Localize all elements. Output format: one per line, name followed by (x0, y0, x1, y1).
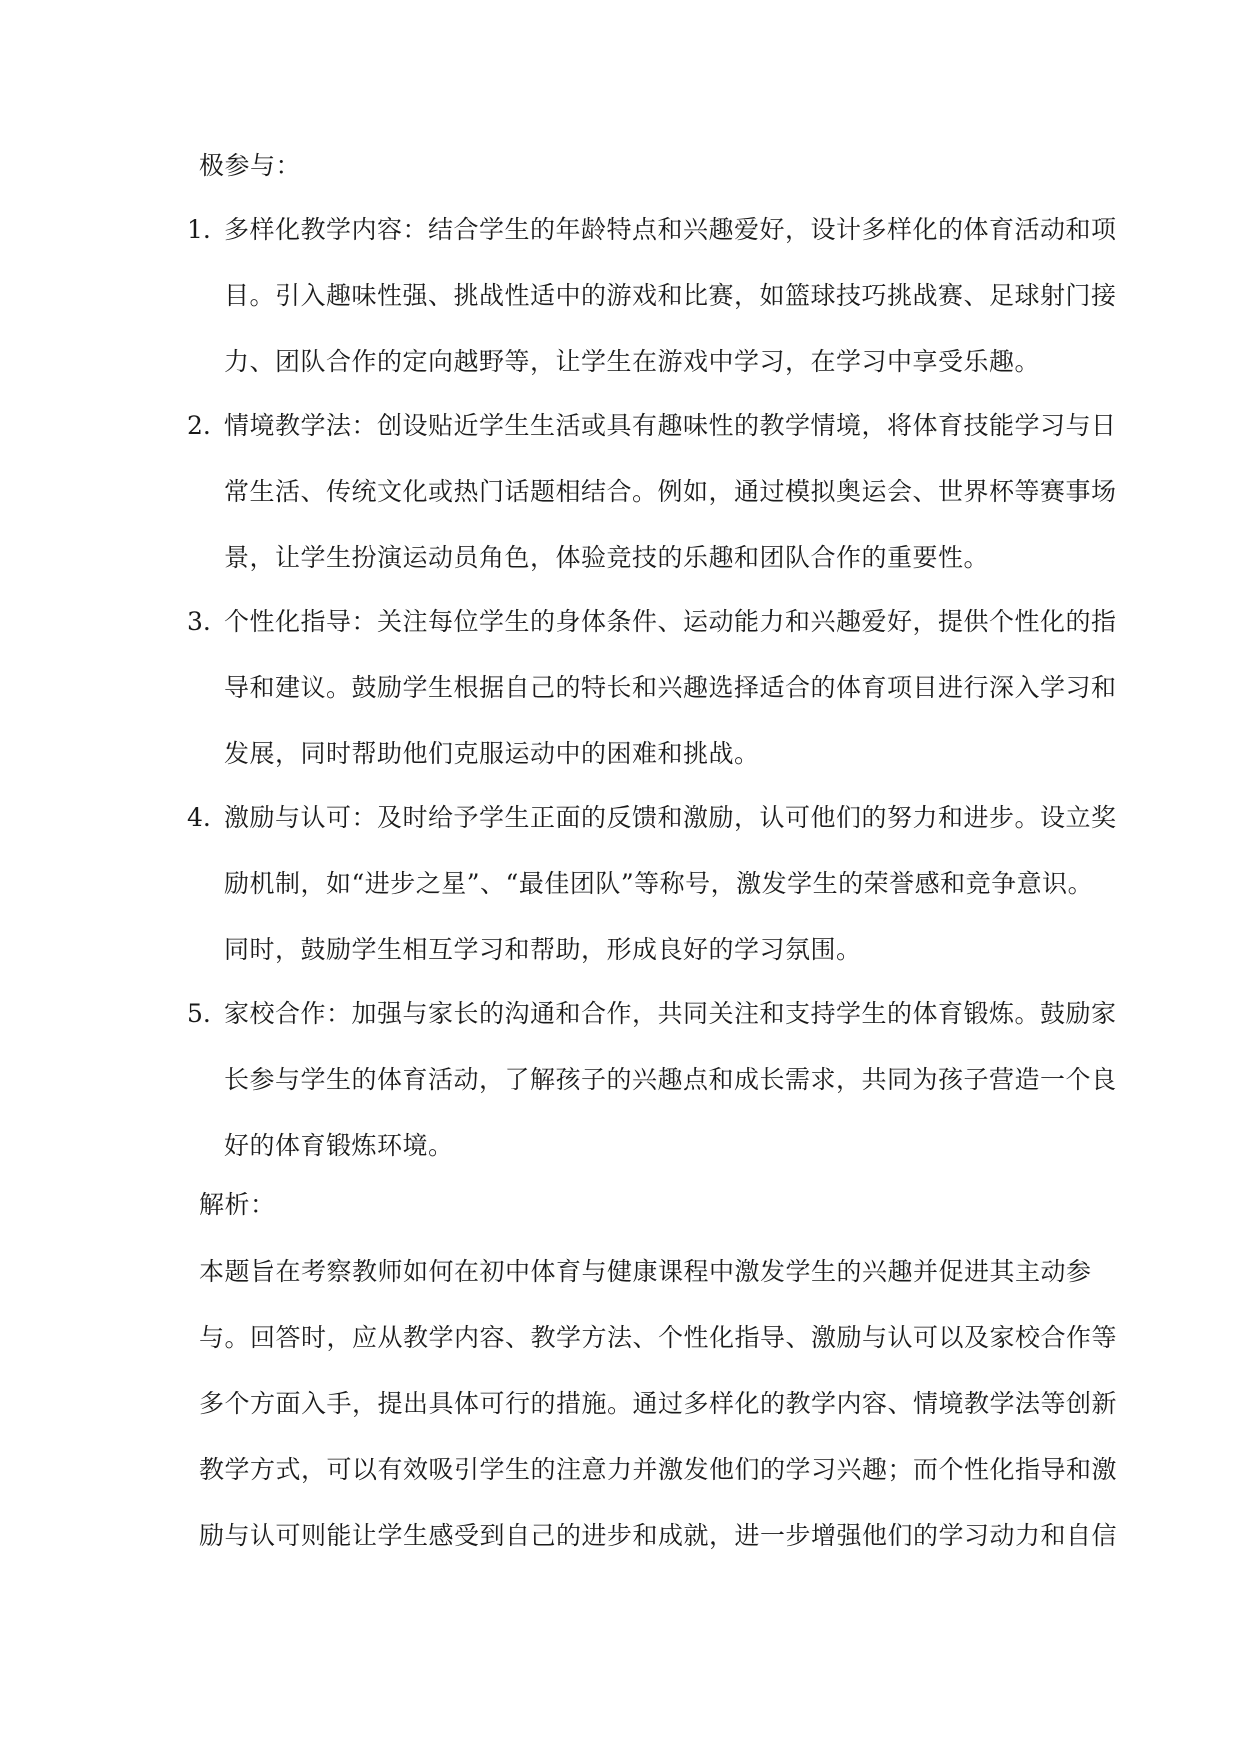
list-item-number: 5. (187, 999, 211, 1028)
list-item-line: 家校合作：加强与家长的沟通和合作，共同关注和支持学生的体育锻炼。鼓励家 (224, 999, 1117, 1028)
list-item-number: 4. (187, 803, 211, 832)
list-item-line: 景，让学生扮演运动员角色，体验竞技的乐趣和团队合作的重要性。 (224, 543, 990, 572)
list-item-line: 导和建议。鼓励学生根据自己的特长和兴趣选择适合的体育项目进行深入学习和 (224, 673, 1117, 702)
analysis-line: 多个方面入手，提出具体可行的措施。通过多样化的教学内容、情境教学法等创新 (199, 1389, 1118, 1418)
list-item-line: 力、团队合作的定向越野等，让学生在游戏中学习，在学习中享受乐趣。 (224, 347, 1041, 376)
analysis-label: 解析： (199, 1190, 276, 1219)
list-item-line: 长参与学生的体育活动，了解孩子的兴趣点和成长需求，共同为孩子营造一个良 (224, 1065, 1117, 1094)
intro-text: 极参与： (199, 151, 302, 180)
list-item-number: 2. (187, 411, 211, 440)
list-item-line: 目。引入趣味性强、挑战性适中的游戏和比赛，如篮球技巧挑战赛、足球射门接 (224, 281, 1117, 310)
list-item-line: 个性化指导：关注每位学生的身体条件、运动能力和兴趣爱好，提供个性化的指 (224, 607, 1117, 636)
analysis-line: 励与认可则能让学生感受到自己的进步和成就，进一步增强他们的学习动力和自信 (199, 1521, 1118, 1550)
list-item-number: 3. (187, 607, 211, 636)
analysis-line: 本题旨在考察教师如何在初中体育与健康课程中激发学生的兴趣并促进其主动参 (199, 1257, 1092, 1286)
list-item-line: 发展，同时帮助他们克服运动中的困难和挑战。 (224, 739, 760, 768)
analysis-line: 教学方式，可以有效吸引学生的注意力并激发他们的学习兴趣；而个性化指导和激 (199, 1455, 1118, 1484)
list-item-line: 同时，鼓励学生相互学习和帮助，形成良好的学习氛围。 (224, 935, 862, 964)
list-item-line: 常生活、传统文化或热门话题相结合。例如，通过模拟奥运会、世界杯等赛事场 (224, 477, 1117, 506)
list-item-line: 激励与认可：及时给予学生正面的反馈和激励，认可他们的努力和进步。设立奖 (224, 803, 1117, 832)
list-item-number: 1. (187, 215, 211, 244)
list-item-line: 励机制，如“进步之星”、“最佳团队”等称号，激发学生的荣誉感和竞争意识。 (224, 869, 1094, 898)
analysis-line: 与。回答时，应从教学内容、教学方法、个性化指导、激励与认可以及家校合作等 (199, 1323, 1118, 1352)
list-item-line: 情境教学法：创设贴近学生生活或具有趣味性的教学情境，将体育技能学习与日 (224, 411, 1117, 440)
list-item-line: 多样化教学内容：结合学生的年龄特点和兴趣爱好，设计多样化的体育活动和项 (224, 215, 1117, 244)
list-item-line: 好的体育锻炼环境。 (224, 1131, 454, 1160)
